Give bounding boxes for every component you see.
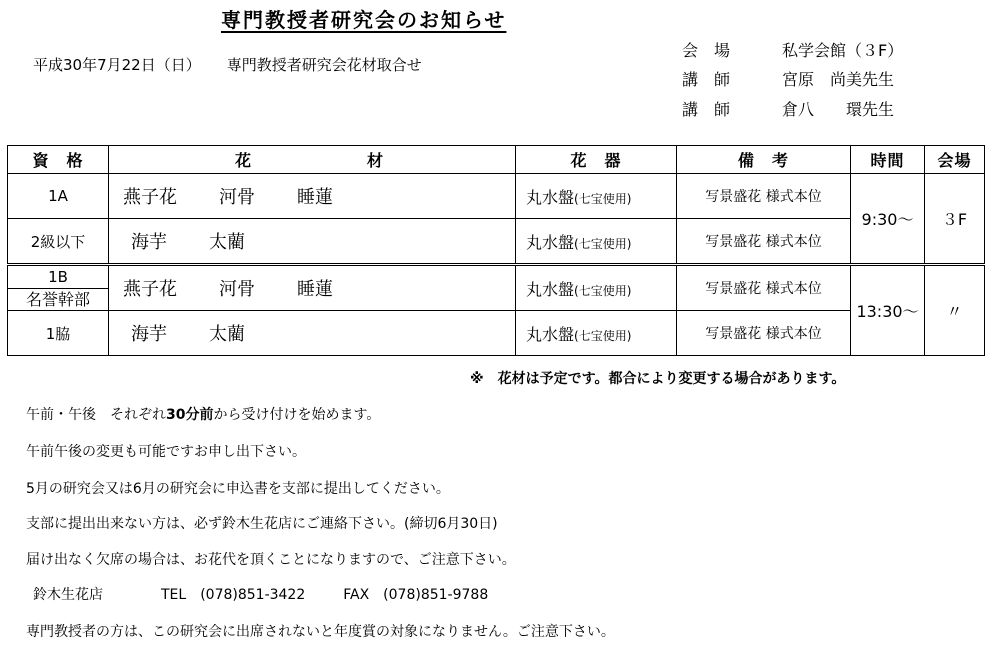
rank-cell (8, 265, 109, 311)
flower-name: 睡蓮 (297, 279, 333, 300)
table-row (8, 265, 985, 311)
venue-label: 会 場 (682, 41, 731, 60)
note-text: 午前・午後 それぞれ (26, 407, 166, 423)
page-title: 専門教授者研究会のお知らせ (221, 8, 507, 32)
time-cell-am: 9:30〜 (851, 174, 925, 265)
vase-name: 丸水盤 (526, 324, 575, 344)
remarks-cell: 写景盛花 様式本位 (677, 219, 851, 265)
header-vase: 花 器 (516, 146, 677, 174)
header-place: 会場 (925, 146, 985, 174)
vase-cell (516, 219, 677, 265)
note-reception (26, 404, 380, 424)
vase-note: (七宝使用) (574, 283, 632, 298)
shop-name: 鈴木生花店 (33, 587, 103, 603)
flower-name: 河骨 (219, 279, 255, 300)
table-row (8, 174, 985, 219)
venue-row (682, 38, 982, 60)
place-cell-am: ３F (925, 174, 985, 265)
event-name: 専門教授者研究会花材取合せ (226, 56, 422, 74)
note-absence: 届け出なく欠席の場合は、お花代を頂くことになりますので、ご注意下さい。 (26, 552, 516, 568)
flower-name: 燕子花 (123, 279, 177, 300)
flowers-cell (109, 265, 516, 311)
note-change: 午前午後の変更も可能ですお申し出下さい。 (26, 444, 306, 460)
teacher-name: 宮原 尚美 (782, 70, 863, 89)
teacher-row-2 (682, 97, 982, 119)
table-row (8, 219, 985, 265)
rank-line: 名誉幹部 (25, 289, 90, 309)
header-flowers: 花 材 (109, 146, 516, 174)
remarks-cell: 写景盛花 様式本位 (677, 265, 851, 311)
note-award: 専門教授者の方は、この研究会に出席されないと年度賞の対象になりません。ご注意下さい。 (26, 624, 615, 640)
vase-note: (七宝使用) (574, 328, 632, 343)
vase-note: (七宝使用) (574, 236, 632, 251)
teacher-label: 講 師 (682, 70, 731, 89)
shop-tel: TEL (078)851-3422 (161, 587, 306, 603)
header-rank: 資 格 (8, 146, 109, 174)
date-line (33, 54, 422, 75)
place-cell-pm: 〃 (925, 265, 985, 356)
vase-cell (516, 311, 677, 356)
flower-name: 河骨 (219, 187, 255, 208)
remarks-cell: 写景盛花 様式本位 (677, 174, 851, 219)
vase-cell (516, 265, 677, 311)
rank-line: 1B (8, 267, 108, 289)
flowers-cell (109, 219, 516, 265)
vase-cell (516, 174, 677, 219)
table-row (8, 311, 985, 356)
vase-name: 丸水盤 (526, 187, 575, 207)
teacher-label: 講 師 (682, 100, 731, 119)
flowers-cell (109, 311, 516, 356)
note-text: から受け付けを始めます。 (213, 407, 381, 423)
schedule-table (7, 145, 985, 356)
rank-cell: 2級以下 (8, 219, 109, 265)
time-cell-pm: 13:30〜 (851, 265, 925, 356)
flower-name: 燕子花 (123, 187, 177, 208)
shop-fax: FAX (078)851-9788 (343, 587, 489, 603)
flower-name: 海芋 (131, 324, 167, 345)
vase-name: 丸水盤 (526, 279, 575, 299)
venue-value: 私学会館（３F） (782, 41, 904, 60)
teacher-honorific: 先生 (862, 100, 895, 119)
event-date: 平成30年7月22日（日） (33, 56, 201, 74)
flower-name: 太藺 (209, 232, 245, 253)
rank-cell: 1A (8, 174, 109, 219)
vase-note: (七宝使用) (574, 191, 632, 206)
header-remarks: 備 考 (677, 146, 851, 174)
material-remark: ※ 花材は予定です。都合により変更する場合があります。 (470, 371, 846, 387)
flower-name: 太藺 (209, 324, 245, 345)
teacher-honorific: 先生 (862, 70, 895, 89)
note-contact: 支部に提出出来ない方は、必ず鈴木生花店にご連絡下さい。(締切6月30日) (26, 516, 498, 532)
table-header-row (8, 146, 985, 174)
flower-name: 睡蓮 (297, 187, 333, 208)
teacher-row-1 (682, 67, 982, 89)
header-time: 時間 (851, 146, 925, 174)
note-emphasis: 30分前 (166, 407, 214, 423)
teacher-name: 倉八 環 (782, 100, 863, 119)
flowers-cell (109, 174, 516, 219)
note-application: 5月の研究会又は6月の研究会に申込書を支部に提出してください。 (26, 481, 450, 497)
shop-contact (33, 584, 488, 604)
vase-name: 丸水盤 (526, 232, 575, 252)
flower-name: 海芋 (131, 232, 167, 253)
rank-cell: 1脇 (8, 311, 109, 356)
remarks-cell: 写景盛花 様式本位 (677, 311, 851, 356)
